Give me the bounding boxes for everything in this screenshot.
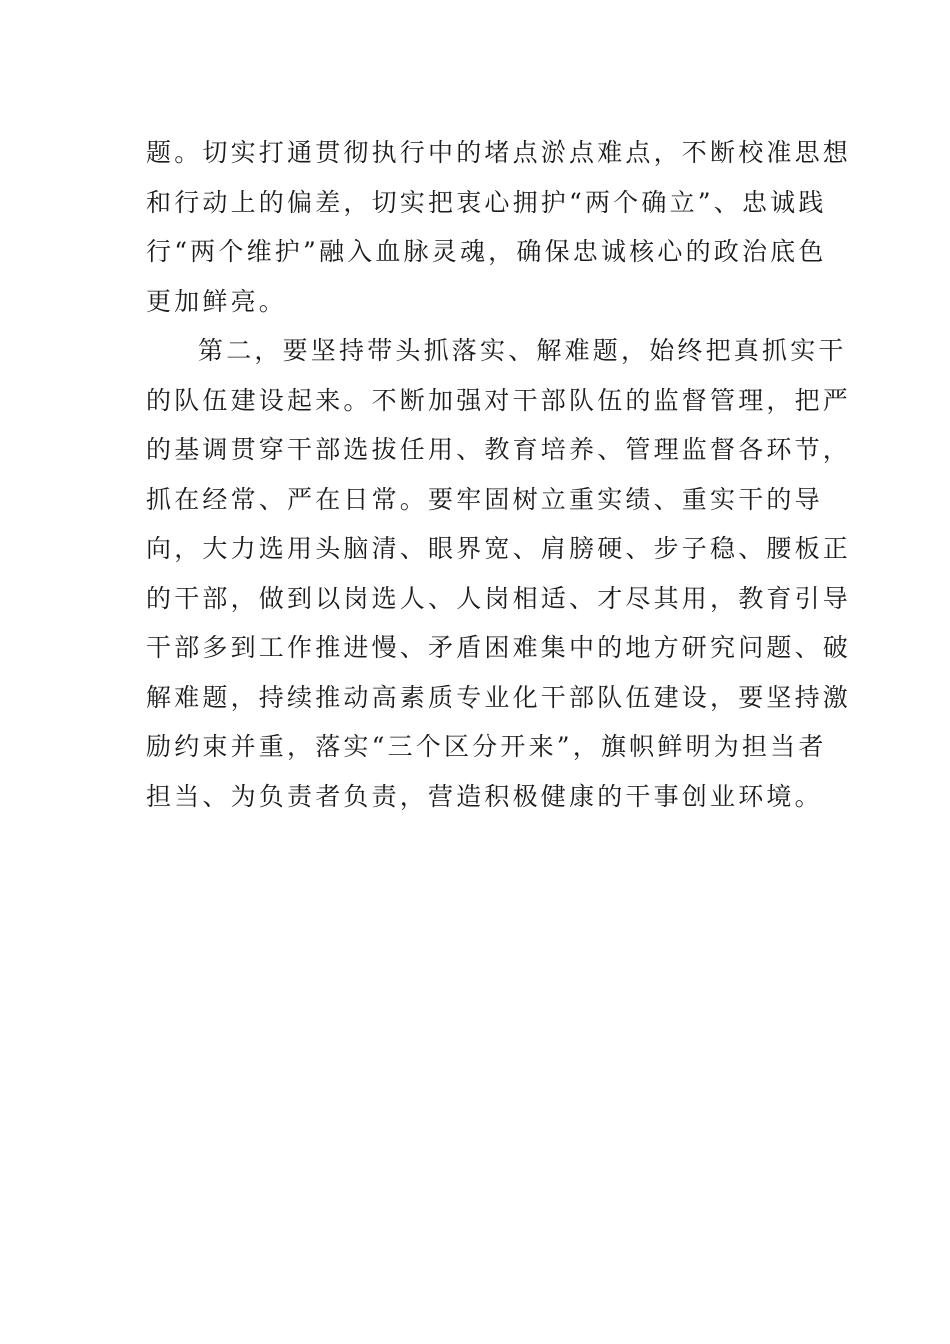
text-line: 的队伍建设起来。不断加强对干部队伍的监督管理，把严 [146, 385, 852, 415]
body-text [146, 128, 852, 821]
text-line: 和行动上的偏差，切实把衷心拥护“两个确立”、忠诚践 [146, 187, 827, 217]
text-line: 的干部，做到以岗选人、人岗相适、才尽其用，教育引导 [146, 583, 852, 613]
text-line: 第二，要坚持带头抓落实、解难题，始终把真抓实干 [198, 336, 847, 365]
paragraph-1 [146, 128, 852, 326]
text-line: 题。切实打通贯彻执行中的堵点淤点难点，不断校准思想 [146, 138, 852, 167]
text-line: 解难题，持续推动高素质专业化干部队伍建设，要坚持激 [146, 682, 852, 712]
text-line: 抓在经常、严在日常。要牢固树立重实绩、重实干的导 [146, 484, 823, 514]
text-line: 向，大力选用头脑清、眼界宽、肩膀硬、步子稳、腰板正 [146, 534, 852, 563]
text-line: 干部多到工作推进慢、矛盾困难集中的地方研究问题、破 [146, 633, 852, 662]
text-line: 更加鲜亮。 [146, 286, 288, 316]
text-line: 的基调贯穿干部选拔任用、教育培养、管理监督各环节， [146, 435, 852, 464]
text-line: 励约束并重，落实“三个区分开来”，旗帜鲜明为担当者 [146, 732, 827, 761]
text-line: 行“两个维护”融入血脉灵魂，确保忠诚核心的政治底色 [146, 237, 827, 266]
text-line: 担当、为负责者负责，营造积极健康的干事创业环境。 [146, 781, 823, 811]
paragraph-2 [146, 326, 852, 821]
